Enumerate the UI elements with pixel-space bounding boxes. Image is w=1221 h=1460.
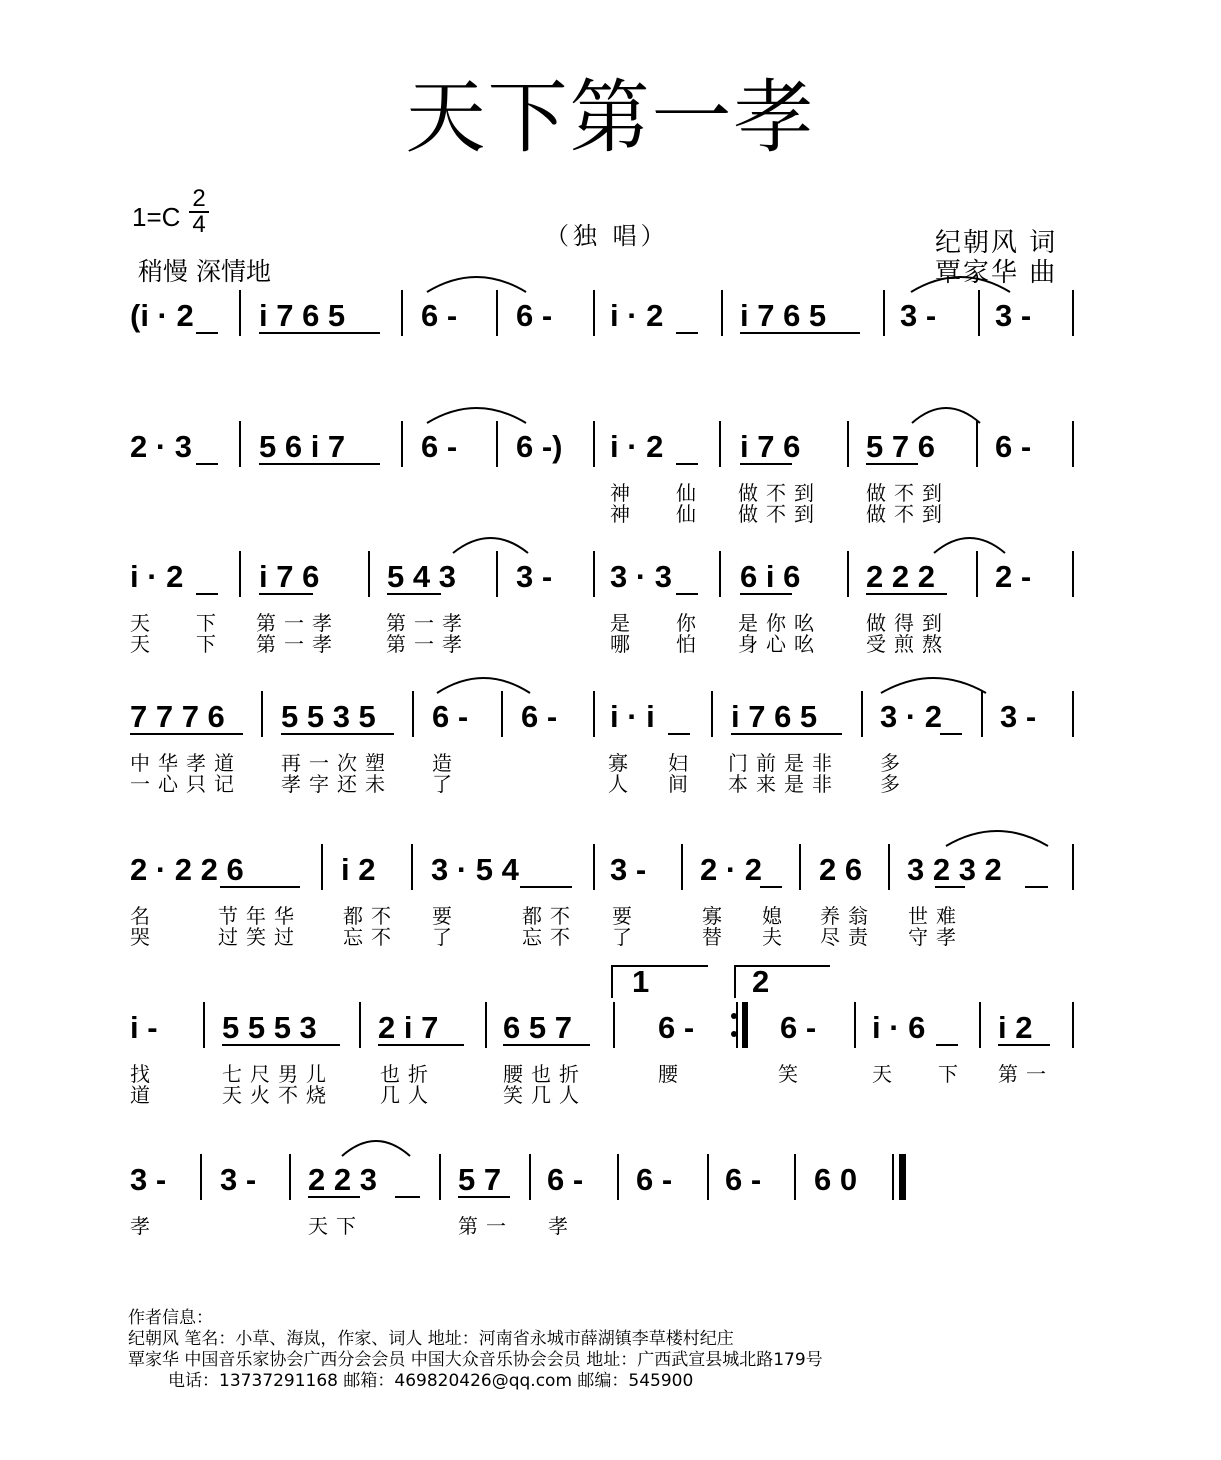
- footer-heading: 作者信息：: [128, 1308, 213, 1328]
- volta-bracket-2: [735, 966, 830, 998]
- lyric-verse-2: 仙: [676, 502, 704, 526]
- lyric-verse-1: 七尺男儿: [222, 1062, 334, 1086]
- measure-notes: 2 -: [995, 559, 1032, 594]
- volta-bracket-1: [612, 966, 708, 998]
- measure-notes: 3 2 3 2: [907, 852, 1002, 887]
- lyric-verse-2: 本来是非: [728, 772, 840, 796]
- lyric-verse-1: 仙: [676, 481, 704, 505]
- measure-notes: 5 7: [458, 1162, 502, 1197]
- repeat-barline: [742, 1002, 748, 1048]
- lyric-verse-1: 要: [612, 904, 640, 928]
- lyric-verse-1: 孝: [548, 1214, 576, 1238]
- lyric-verse-1: 找: [130, 1062, 158, 1086]
- measure-notes: 6 0: [814, 1162, 858, 1197]
- tie-arc: [934, 538, 1005, 553]
- measure-notes: 3 · 5 4: [431, 852, 519, 887]
- measure-notes: 6 -: [780, 1010, 817, 1045]
- measure-notes: i 7 6 5: [259, 298, 346, 333]
- lyric-verse-1: 名: [130, 904, 158, 928]
- lyric-verse-2: 哭: [130, 925, 158, 949]
- measure-notes: 3 -: [995, 298, 1032, 333]
- composer-credit: 覃家华 曲: [935, 258, 1058, 288]
- measure-notes: i · 2: [130, 559, 184, 594]
- lyric-verse-1: 节年华: [218, 904, 302, 928]
- lyric-verse-2: 下: [196, 632, 224, 656]
- lyric-verse-2: 身心吆: [738, 632, 822, 656]
- measure-notes: 7 7 7 6: [130, 699, 225, 734]
- measure-notes: 6 i 6: [740, 559, 801, 594]
- lyric-verse-1: 神: [610, 481, 638, 505]
- lyricist-credit: 纪朝风 词: [935, 228, 1058, 258]
- footer-composer-info: 覃家华 中国音乐家协会广西分会会员 中国大众音乐协会会员 地址：广西武宣县城北路179号: [128, 1350, 823, 1370]
- lyric-verse-1: 做得到: [866, 611, 950, 635]
- lyric-verse-1: 寡: [608, 751, 636, 775]
- lyric-verse-2: 第一孝: [256, 632, 340, 656]
- measure-notes: 2 · 3: [130, 429, 193, 464]
- lyric-verse-1: 都不: [343, 904, 399, 928]
- lyric-verse-1: 第一: [458, 1214, 514, 1238]
- lyric-verse-1: 腰: [658, 1062, 686, 1086]
- lyric-verse-1: 孝: [130, 1214, 158, 1238]
- measure-notes: i · i: [610, 699, 655, 734]
- tie-arc: [427, 277, 526, 292]
- volta-number-2: 2: [752, 964, 770, 999]
- lyric-verse-2: 间: [668, 772, 696, 796]
- tie-arc: [342, 1141, 410, 1156]
- volta-number-1: 1: [632, 964, 650, 999]
- measure-notes: 3 -: [610, 852, 647, 887]
- lyric-verse-2: 几人: [380, 1083, 436, 1107]
- measure-notes: 3 · 3: [610, 559, 673, 594]
- measure-notes: i 7 6 5: [740, 298, 827, 333]
- measure-notes: 2 6: [819, 852, 863, 887]
- measure-notes: i 7 6: [259, 559, 320, 594]
- lyric-verse-2: 天火不烧: [222, 1083, 334, 1107]
- lyric-verse-2: 夫: [762, 925, 790, 949]
- lyric-verse-1: 下: [196, 611, 224, 635]
- measure-notes: 5 4 3: [387, 559, 456, 594]
- song-title: 天下第一孝: [405, 71, 816, 164]
- measure-notes: 3 -: [900, 298, 937, 333]
- tie-arc: [946, 831, 1048, 846]
- lyric-verse-2: 了: [432, 772, 460, 796]
- time-signature-bottom: 4: [192, 211, 206, 238]
- tie-arc: [912, 408, 980, 423]
- lyric-verse-1: 做不到: [866, 481, 950, 505]
- lyric-verse-1: 下: [938, 1062, 966, 1086]
- lyric-verse-1: 再一次塑: [281, 751, 393, 775]
- measure-notes: i · 6: [872, 1010, 926, 1045]
- measure-notes: 6 -: [432, 699, 469, 734]
- measure-notes: 3 -: [220, 1162, 257, 1197]
- lyric-verse-1: 中华孝道: [130, 751, 242, 775]
- measure-notes: 6 -: [547, 1162, 584, 1197]
- lyric-verse-2: 神: [610, 502, 638, 526]
- lyric-verse-1: 妇: [668, 751, 696, 775]
- footer-lyricist-info: 纪朝风 笔名：小草、海岚，作家、词人 地址：河南省永城市薛湖镇李草楼村纪庄: [128, 1329, 734, 1349]
- lyric-verse-2: 多: [880, 772, 908, 796]
- lyric-verse-1: 天: [130, 611, 158, 635]
- lyric-verse-2: 了: [612, 925, 640, 949]
- lyric-verse-2: 一心只记: [130, 772, 242, 796]
- tie-arc: [881, 678, 986, 693]
- measure-notes: 2 · 2: [700, 852, 763, 887]
- measure-notes: i · 2: [610, 298, 664, 333]
- measure-notes: i 7 6 5: [731, 699, 818, 734]
- measure-notes: i 7 6: [740, 429, 801, 464]
- lyric-verse-1: 都不: [522, 904, 578, 928]
- tie-arc: [427, 408, 526, 423]
- lyric-verse-1: 世难: [908, 904, 964, 928]
- tie-arc: [453, 538, 528, 553]
- tempo-marking: 稍慢 深情地: [138, 257, 271, 286]
- measure-notes: 5 5 3 5: [281, 699, 376, 734]
- lyric-verse-2: 受煎熬: [866, 632, 950, 656]
- final-barline-thick: [899, 1154, 906, 1200]
- lyric-verse-2: 忘不: [522, 925, 578, 949]
- time-signature-top: 2: [192, 185, 206, 212]
- measure-notes: 2 i 7: [378, 1010, 439, 1045]
- measure-notes: 6 -: [658, 1010, 695, 1045]
- lyric-verse-1: 造: [432, 751, 460, 775]
- key-signature: 1=C: [132, 202, 181, 232]
- lyric-verse-1: 你: [676, 611, 704, 635]
- lyric-verse-2: 过笑过: [218, 925, 302, 949]
- lyric-verse-1: 天: [872, 1062, 900, 1086]
- lyric-verse-1: 是: [610, 611, 638, 635]
- measure-notes: i -: [130, 1010, 158, 1045]
- measure-notes: 6 -: [516, 298, 553, 333]
- lyric-verse-1: 寡: [702, 904, 730, 928]
- measure-notes: 6 5 7: [503, 1010, 572, 1045]
- lyric-verse-2: 忘不: [343, 925, 399, 949]
- lyric-verse-2: 怕: [676, 632, 704, 656]
- lyric-verse-1: 第一孝: [386, 611, 470, 635]
- measure-notes: 6 -: [995, 429, 1032, 464]
- lyric-verse-1: 天下: [308, 1214, 364, 1238]
- performance-note: （独 唱）: [545, 222, 669, 250]
- lyric-verse-2: 道: [130, 1083, 158, 1107]
- lyric-verse-2: 天: [130, 632, 158, 656]
- repeat-dot: [731, 1013, 737, 1019]
- tie-arc: [437, 678, 530, 693]
- lyric-verse-2: 第一孝: [386, 632, 470, 656]
- lyric-verse-2: 守孝: [908, 925, 964, 949]
- measure-notes: 2 · 2 2 6: [130, 852, 244, 887]
- measure-notes: 6 -: [636, 1162, 673, 1197]
- measure-notes: 6 -: [725, 1162, 762, 1197]
- measure-notes: i 2: [341, 852, 376, 887]
- lyric-verse-2: 笑几人: [503, 1083, 587, 1107]
- measure-notes: 3 -: [130, 1162, 167, 1197]
- tie-arc: [911, 277, 1010, 292]
- lyric-verse-2: 人: [608, 772, 636, 796]
- measure-notes: 2 2 2: [866, 559, 935, 594]
- measure-notes: (i · 2: [130, 298, 194, 333]
- measure-notes: 2 2 3: [308, 1162, 377, 1197]
- measure-notes: 3 -: [1000, 699, 1037, 734]
- lyric-verse-2: 做不到: [866, 502, 950, 526]
- lyric-verse-1: 做不到: [738, 481, 822, 505]
- measure-notes: 3 -: [516, 559, 553, 594]
- lyric-verse-2: 替: [702, 925, 730, 949]
- lyric-verse-1: 是你吆: [738, 611, 822, 635]
- lyric-verse-1: 也折: [380, 1062, 436, 1086]
- measure-notes: i · 2: [610, 429, 664, 464]
- measure-notes: i 2: [998, 1010, 1033, 1045]
- lyric-verse-2: 了: [432, 925, 460, 949]
- measure-notes: 6 -): [516, 429, 563, 464]
- lyric-verse-1: 笑: [778, 1062, 806, 1086]
- lyric-verse-1: 门前是非: [728, 751, 840, 775]
- measure-notes: 5 5 5 3: [222, 1010, 317, 1045]
- lyric-verse-2: 尽责: [820, 925, 876, 949]
- lyric-verse-2: 孝字还未: [281, 772, 393, 796]
- lyric-verse-1: 第一: [998, 1062, 1054, 1086]
- repeat-dot: [731, 1031, 737, 1037]
- lyric-verse-1: 养翁: [820, 904, 876, 928]
- measure-notes: 5 6 i 7: [259, 429, 346, 464]
- measure-notes: 6 -: [421, 298, 458, 333]
- measure-notes: 3 · 2: [880, 699, 943, 734]
- measure-notes: 6 -: [521, 699, 558, 734]
- lyric-verse-1: 多: [880, 751, 908, 775]
- footer-contact-info: 电话：13737291168 邮箱：469820426@qq.com 邮编：545900: [168, 1371, 694, 1391]
- lyric-verse-1: 第一孝: [256, 611, 340, 635]
- measure-notes: 6 -: [421, 429, 458, 464]
- lyric-verse-1: 要: [432, 904, 460, 928]
- measure-notes: 5 7 6: [866, 429, 935, 464]
- lyric-verse-1: 腰也折: [503, 1062, 587, 1086]
- lyric-verse-2: 哪: [610, 632, 638, 656]
- lyric-verse-2: 做不到: [738, 502, 822, 526]
- lyric-verse-1: 媳: [762, 904, 790, 928]
